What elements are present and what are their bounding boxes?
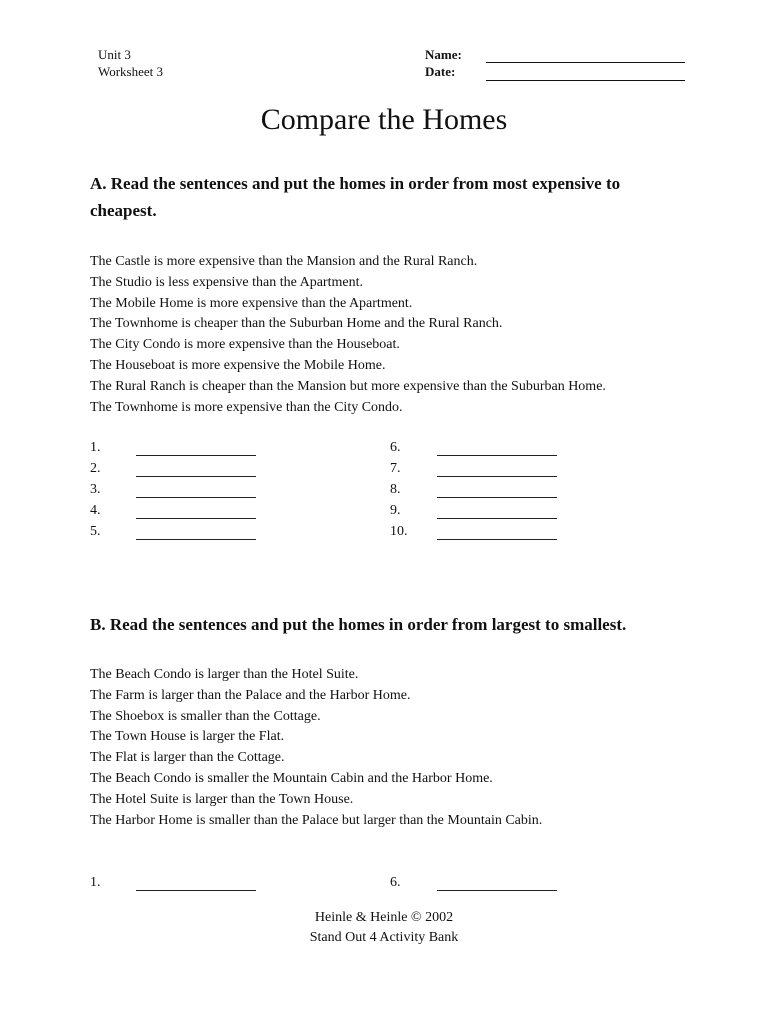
answer-blank[interactable] — [136, 476, 256, 477]
section-a-heading: A. Read the sentences and put the homes in order from most expensive to cheapest. — [90, 174, 621, 220]
sentence: The Beach Condo is larger than the Hotel Suite. — [90, 667, 359, 682]
name-label: Name: — [425, 47, 462, 62]
footer-book-title: Stand Out 4 Activity Bank — [309, 930, 459, 945]
answer-number: 6. — [390, 875, 401, 890]
answer-blank[interactable] — [136, 497, 256, 498]
answer-blank[interactable] — [437, 539, 557, 540]
answer-number: 5. — [90, 524, 101, 539]
sentence: The City Condo is more expensive than the Houseboat. — [90, 337, 400, 353]
footer-copyright: Heinle & Heinle © 2002 — [314, 910, 454, 925]
sentence: The Rural Ranch is cheaper than the Mansion but more expensive than the Suburban Home. — [90, 378, 606, 394]
sentence: The Town House is larger the Flat. — [90, 729, 285, 745]
answer-number: 7. — [390, 461, 401, 476]
date-label: Date: — [425, 64, 456, 79]
answer-blank[interactable] — [136, 890, 256, 891]
answer-blank[interactable] — [437, 890, 557, 891]
answer-number: 10. — [390, 524, 408, 539]
unit-label: Unit 3 — [98, 47, 131, 62]
section-b-sentences — [90, 665, 690, 831]
sentence: The Studio is less expensive than the Apartment. — [90, 274, 363, 290]
answer-blank[interactable] — [437, 476, 557, 477]
section-b-heading: B. Read the sentences and put the homes in order from largest to smallest. — [90, 615, 627, 634]
sentence: The Harbor Home is smaller than the Palace but larger than the Mountain Cabin. — [90, 812, 543, 828]
sentence: The Castle is more expensive than the Mansion and the Rural Ranch. — [90, 254, 478, 269]
answer-blank[interactable] — [136, 518, 256, 519]
sentence: The Beach Condo is smaller the Mountain Cabin and the Harbor Home. — [90, 770, 493, 786]
answer-blank[interactable] — [136, 455, 256, 456]
name-field-line[interactable] — [486, 62, 685, 63]
sentence: The Mobile Home is more expensive than the Apartment. — [90, 295, 413, 311]
answer-blank[interactable] — [437, 518, 557, 519]
sentence: The Flat is larger than the Cottage. — [90, 750, 285, 766]
sentence: The Farm is larger than the Palace and the Harbor Home. — [90, 687, 411, 703]
sentence: The Hotel Suite is larger than the Town House. — [90, 791, 354, 807]
answer-blank[interactable] — [437, 455, 557, 456]
page-title: Compare the Homes — [260, 103, 508, 136]
answer-number: 8. — [390, 482, 401, 497]
answer-blank[interactable] — [437, 497, 557, 498]
answer-blank[interactable] — [136, 539, 256, 540]
sentence: The Houseboat is more expensive the Mobile Home. — [90, 357, 386, 373]
worksheet-label: Worksheet 3 — [98, 64, 164, 79]
answer-number: 4. — [90, 503, 101, 518]
answer-number: 9. — [390, 503, 401, 518]
date-field-line[interactable] — [486, 80, 685, 81]
sentence: The Shoebox is smaller than the Cottage. — [90, 708, 321, 724]
answer-number: 2. — [90, 461, 101, 476]
answer-number: 6. — [390, 440, 401, 455]
sentence: The Townhome is more expensive than the City Condo. — [90, 399, 403, 415]
answer-number: 3. — [90, 482, 101, 497]
sentence: The Townhome is cheaper than the Suburban Home and the Rural Ranch. — [90, 316, 503, 332]
answer-number: 1. — [90, 440, 101, 455]
answer-number: 1. — [90, 875, 101, 890]
section-a-sentences — [90, 252, 690, 418]
